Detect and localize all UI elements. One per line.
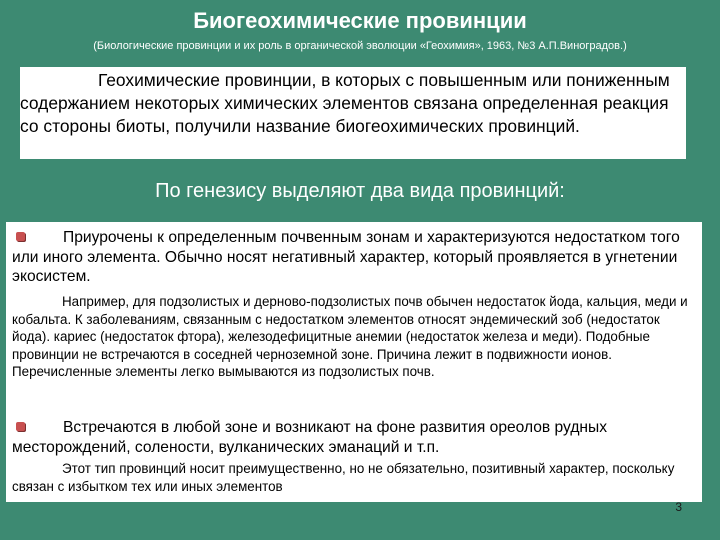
definition-box bbox=[20, 67, 686, 159]
province-type-2-text: Встречаются в любой зоне и возникают на фоне развития ореолов рудных месторождений, солености, вулканических эманаций и т.п. bbox=[12, 419, 608, 456]
province-type-1-example: Например, для подзолистых и дерново-подзолистых почв обычен недостаток йода, кальция, меди и кобальта. К заболеваниям, связанным с недостатком элементов относят эндемический зоб (недостаток йода). кариес (недостаток фтора), железодефицитные анемии (недостаток железа и меди). Подобные провинции не встречаются в соседней черноземной зоне. Причина лежит в подвижности ионов. Перечисленные элементы легко вымываются из подзолистых почв. bbox=[12, 294, 688, 379]
definition-text: Геохимические провинции, в которых с повышенным или пониженным содержанием некоторых химических элементов связана определенная реакция со стороны биоты, получили название биогеохимических провинций. bbox=[20, 70, 670, 136]
province-type-2-example: Этот тип провинций носит преимущественно, но не обязательно, позитивный характер, поскольку связан с избытком тех или иных элементов bbox=[12, 461, 675, 494]
genesis-heading: По генезису выделяют два вида провинций: bbox=[155, 180, 565, 202]
province-type-1-text: Приурочены к определенным почвенным зонам и характеризуются недостатком того или иного элемента. Обычно носят негативный характер, который проявляется в угнетении экосистем. bbox=[12, 229, 680, 285]
provinces-panel bbox=[6, 222, 702, 502]
slide-title: Биогеохимические провинции bbox=[193, 8, 527, 33]
slide-subtitle: (Биологические провинции и их роль в органической эволюции «Геохимия», 1963, №3 А.П.Виноградов.) bbox=[93, 40, 627, 52]
page-number: 3 bbox=[675, 500, 682, 514]
